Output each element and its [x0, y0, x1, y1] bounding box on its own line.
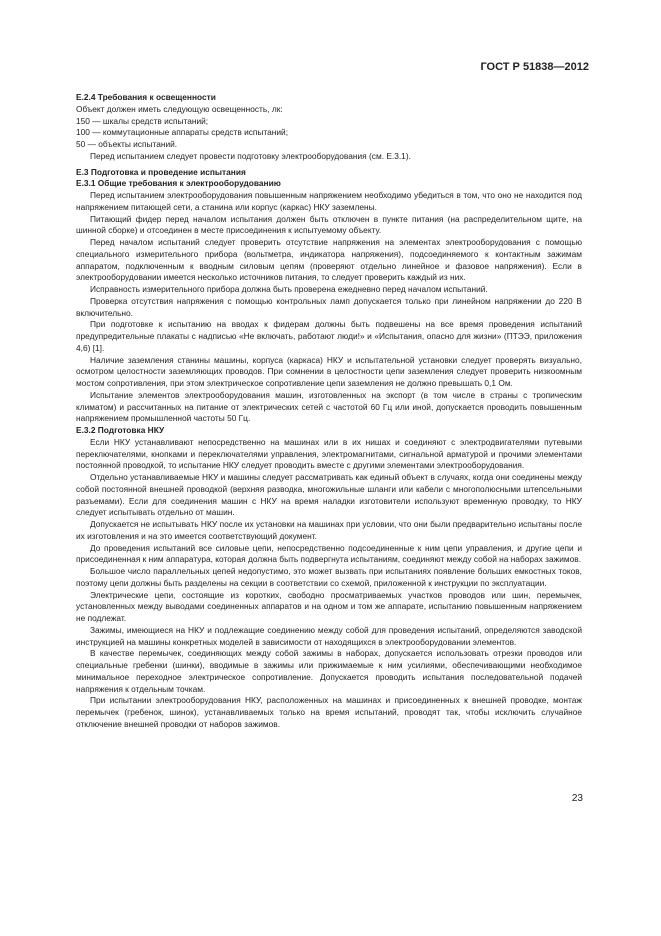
paragraph: При подготовке к испытанию на вводах к фидерам должны быть подвешены на все время проведения испытаний предупредительные плакаты с надписью «Не включать, работают люди!» и «Испытания, опасно для жизни» (ПТЭЭ, приложения 4,6) [1]. — [76, 319, 582, 353]
illumination-item: 150 — шкалы средств испытаний; — [76, 115, 209, 126]
paragraph: Зажимы, имеющиеся на НКУ и подлежащие соединению между собой для проведения испытаний, определяются заводской инструкцией на машины конкретных моделей в зависимости от находящихся в электрооборудовании элементов. — [76, 624, 582, 647]
paragraph: Электрические цепи, состоящие из коротких, свободно просматриваемых участков проводов или шин, перемычек, установленных между выводами соединенных аппаратов и на одном и том же аппарате, испытанию повышенным напряжением не подлежат. — [76, 589, 582, 623]
illumination-note: Перед испытанием следует провести подготовку электрооборудования (см. Е.3.1). — [90, 150, 411, 161]
paragraph: В качестве перемычек, соединяющих между собой зажимы в наборах, допускается использовать отрезки проводов или специальные гребенки (шинки), вводимые в зажимы или прижимаемые к ним усилиями, обеспечивающими необходимое минимальное переходное электрическое сопротивление. Допускается проводить испытания последовательной подачей напряжения к отдельным точкам. — [76, 648, 582, 694]
paragraph: Испытание элементов электрооборудования машин, изготовленных на экспорт (в том числе в страны с тропическим климатом) и рассчитанных на питание от электрических сетей с частотой 60 Гц или иной, допускается проводить повышенным напряжением промышленной частоты 50 Гц. — [76, 389, 582, 424]
paragraph: Отдельно устанавливаемые НКУ и машины следует рассматривать как единый объект в случаях, когда они соединены между собой постоянной внешней проводкой (верхняя разводка, многожильные шланги или кабели с многополюсными штепсельными разъемами). Если для соединения машин с НКУ на время наладки изготовители используют временную проводку, то НКУ следует испытывать отдельно от машин. — [76, 472, 582, 518]
paragraph: Если НКУ устанавливают непосредственно на машинах или в их нишах и соединяют с электродвигателями путевыми переключателями, кнопками и переключателями управления, электромагнитами, сигнальной арматурой и прочими элементами постоянной проводкой, то испытание НКУ следует проводить вместе с другими элементами электрооборудования. — [76, 436, 582, 471]
paragraph: Питающий фидер перед началом испытания должен быть отключен в пункте питания (на распределительном щите, на шинной сборке) и отсоединен в месте присоединения к испытуемому объекту. — [76, 213, 582, 236]
page-content — [76, 92, 582, 731]
paragraph: Перед испытанием электрооборудования повышенным напряжением необходимо убедиться в том, что оно не находится под напряжением питающей сети, а станина или корпус (каркас) НКУ заземлены. — [76, 190, 582, 212]
section-e31-title: Е.3.1 Общие требования к электрооборудованию — [76, 178, 281, 189]
paragraph: При испытании электрооборудования НКУ, расположенных на машинах и присоединенных к внешней проводке, монтаж перемычек (гребенок, шинок), устанавливаемых только на время испытаний, проводят так, чтобы исключить случайное отключение внешней проводки от наборов зажимов. — [76, 695, 582, 729]
paragraph: Проверка отсутствия напряжения с помощью контрольных ламп допускается только при линейном напряжении до 220 В включительно. — [76, 295, 582, 318]
illumination-intro: Объект должен иметь следующую освещенность, лк: — [76, 103, 283, 114]
paragraph: До проведения испытаний все силовые цепи, непосредственно подсоединенные к ним цепи управления, и другие цепи и присоединенная к ним аппаратура, которая должна быть подвергнута испытаниям, соединяют между собой на наборах зажимов. — [76, 542, 582, 565]
paragraph: Перед началом испытаний следует проверить отсутствие напряжения на элементах электрооборудования с помощью специального измерительного прибора (вольтметра, индикатора напряжения), подсоединяемого к контактным зажимам аппаратом, подключенным к вводным силовым цепям (проверяют отдельно линейное и фазовое напряжения). Если в электрооборудовании имеется несколько источников питания, то следует проверить каждый из них. — [76, 237, 582, 283]
section-e24-title: Е.2.4 Требования к освещенности — [76, 92, 216, 102]
illumination-item: 50 — объекты испытаний. — [76, 139, 178, 149]
paragraph: Допускается не испытывать НКУ после их установки на машинах при условии, что они были предварительно испытаны после их изготовления и на это имеется соответствующий документ. — [76, 519, 582, 541]
document-id: ГОСТ Р 51838—2012 — [480, 61, 589, 73]
page-number: 23 — [571, 793, 583, 804]
paragraph: Наличие заземления станины машины, корпуса (каркаса) НКУ и испытательной установки следует проверять визуально, осмотром целостности заземляющих проводов. При сомнении в целостности цепи заземления следует проверить низкоомным мостом сопротивления, при этом электрическое сопротивление цепи заземления не должно превышать 0,1 Ом. — [76, 354, 582, 388]
paragraph: Исправность измерительного прибора должна быть проверена ежедневно перед началом испытаний. — [90, 284, 488, 294]
section-e3-title: Е.3 Подготовка и проведение испытания — [76, 166, 246, 177]
paragraph: Большое число параллельных цепей недопустимо, это может вызвать при испытаниях появление больших емкостных токов, поэтому цепи должны быть разделены на секции в соответствии со схемой, приложенной к инструкции по эксплуатации. — [76, 566, 582, 588]
illumination-item: 100 — коммутационные аппараты средств испытаний; — [76, 127, 289, 138]
section-e32-title: Е.3.2 Подготовка НКУ — [76, 425, 165, 435]
